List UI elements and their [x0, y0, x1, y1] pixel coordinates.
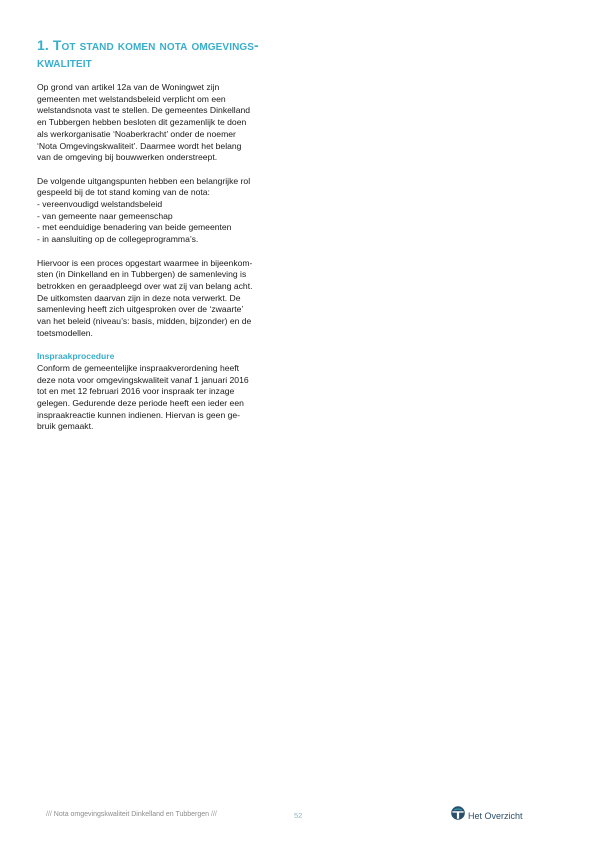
text-line: sten (in Dinkelland en in Tubbergen) de samenleving is [37, 269, 247, 280]
list-item: - in aansluiting op de collegeprogramma’s. [37, 234, 199, 245]
text-line: Hiervoor is een proces opgestart waarmee in bijeenkom- [37, 257, 253, 268]
text-line: bruik gemaakt. [37, 421, 94, 432]
text-line: De volgende uitgangspunten hebben een belangrijke rol [37, 175, 251, 186]
het-overzicht-logo-icon [451, 806, 465, 825]
text-line: gespeeld bij de tot stand koming van de nota: [37, 187, 210, 198]
footer-slashes-right: /// [211, 811, 217, 818]
text-line: betrokken en geraadpleegd over wat zij van belang acht. [37, 280, 253, 291]
text-line: Op grond van artikel 12a van de Woningwet zijn [37, 82, 220, 92]
subheading-inspraakprocedure: Inspraakprocedure [37, 351, 115, 362]
text-line: samenleving heeft zich uitgesproken over de ‘zwaarte’ [37, 304, 244, 315]
footer-title-text: Nota omgevingskwaliteit Dinkelland en Tubbergen [53, 811, 210, 818]
logo-text: Het Overzicht [468, 810, 523, 821]
text-line: gelegen. Gedurende deze periode heeft een ieder een [37, 397, 244, 408]
text-line: inspraakreactie kunnen indienen. Hiervan is geen ge- [37, 409, 241, 420]
list-item: - met eenduidige benadering van beide gemeenten [37, 222, 232, 233]
text-line: Conform de gemeentelijke inspraakverordening heeft [37, 362, 240, 373]
section-title [37, 37, 307, 71]
text-line: van het beleid (niveau’s: basis, midden, bijzonder) en de [37, 316, 252, 327]
text-line: gemeenten met welstandsbeleid verplicht om een [37, 93, 226, 104]
body-text [37, 82, 299, 445]
footer-slashes-left: /// [46, 811, 52, 818]
section-title-line-2: kwaliteit [37, 54, 92, 70]
text-line: ‘Nota Omgevingskwaliteit’. Daarmee wordt het belang [37, 140, 242, 151]
text-line: tot en met 12 februari 2016 voor inspraak ter inzage [37, 386, 235, 397]
text-line: toetsmodellen. [37, 327, 93, 338]
text-line: deze nota voor omgevingskwaliteit vanaf 1 januari 2016 [37, 374, 249, 385]
text-line: De uitkomsten daarvan zijn in deze nota verwerkt. De [37, 292, 241, 303]
footer-document-title [46, 811, 217, 818]
footer-logo [451, 806, 523, 825]
paragraph-proces [37, 258, 299, 340]
text-line: en Tubbergen hebben besloten dit gezamenlijk te doen [37, 117, 247, 128]
section-title-line-1: 1. Tot stand komen nota omgevings- [37, 37, 259, 53]
list-item: - vereenvoudigd welstandsbeleid [37, 199, 163, 210]
page-number: 52 [294, 811, 303, 820]
paragraph-inspraak [37, 351, 299, 433]
paragraph-uitgangspunten [37, 176, 299, 246]
paragraph-intro [37, 82, 299, 164]
text-line: van de omgeving bij bouwwerken onderstreept. [37, 152, 218, 163]
text-line: als werkorganisatie ‘Noaberkracht’ onder de noemer [37, 128, 236, 139]
list-item: - van gemeente naar gemeenschap [37, 210, 173, 221]
text-line: welstandsnota vast te stellen. De gemeentes Dinkelland [37, 105, 251, 116]
